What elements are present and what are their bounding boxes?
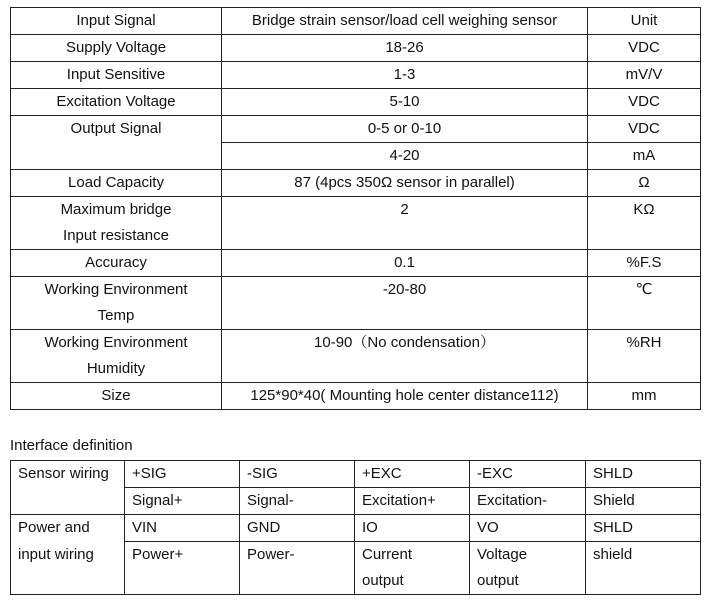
row-size [11, 383, 701, 410]
value-load-capacity: 87 (4pcs 350Ω sensor in parallel) [222, 170, 588, 197]
sensor-wiring-row-1 [11, 461, 701, 488]
value-work-temp: -20-80 [222, 277, 588, 330]
power-desc-current-output [355, 542, 470, 595]
label-max-bridge-line2: Input resistance [63, 227, 169, 244]
power-pin-io: IO [355, 515, 470, 542]
header-sensor-type: Bridge strain sensor/load cell weighing sensor [222, 8, 588, 35]
label-work-humidity [11, 330, 222, 383]
label-power-wiring-line2: input wiring [11, 542, 125, 595]
unit-size: mm [588, 383, 701, 410]
label-output-signal: Output Signal [11, 116, 222, 143]
power-wiring-row-1 [11, 515, 701, 542]
power-desc-shield-l1: shield [593, 546, 633, 563]
power-desc-voltage-l1: Voltage [477, 546, 528, 563]
unit-max-bridge: KΩ [588, 197, 701, 250]
unit-excitation-voltage: VDC [588, 89, 701, 116]
power-desc-power-minus-l1: Power- [247, 546, 295, 563]
value-excitation-voltage: 5-10 [222, 89, 588, 116]
spec-table [10, 7, 701, 410]
power-desc-current-l2: output [362, 572, 404, 589]
label-work-temp-line1: Working Environment [44, 281, 188, 298]
power-pin-vin: VIN [125, 515, 240, 542]
label-excitation-voltage: Excitation Voltage [11, 89, 222, 116]
unit-output-signal-current: mA [588, 143, 701, 170]
value-output-signal-current: 4-20 [222, 143, 588, 170]
sensor-pin-exc-plus: +EXC [355, 461, 470, 488]
sensor-pin-exc-minus: -EXC [470, 461, 586, 488]
row-input-sensitive [11, 62, 701, 89]
unit-input-sensitive: mV/V [588, 62, 701, 89]
power-pin-shld: SHLD [586, 515, 701, 542]
label-work-humidity-line1: Working Environment [44, 334, 188, 351]
label-size: Size [11, 383, 222, 410]
sensor-pin-shld: SHLD [586, 461, 701, 488]
label-output-signal-cont [11, 143, 222, 170]
power-desc-voltage-l2: output [477, 572, 519, 589]
value-output-signal-voltage: 0-5 or 0-10 [222, 116, 588, 143]
value-size: 125*90*40( Mounting hole center distance112) [222, 383, 588, 410]
sensor-pin-sig-minus: -SIG [240, 461, 355, 488]
power-desc-power-minus [240, 542, 355, 595]
label-sensor-wiring-cont [11, 488, 125, 515]
interface-table [10, 460, 701, 595]
row-supply-voltage [11, 35, 701, 62]
row-output-signal-1 [11, 116, 701, 143]
power-desc-current-l1: Current [362, 546, 413, 563]
row-max-bridge [11, 197, 701, 250]
row-work-temp [11, 277, 701, 330]
unit-supply-voltage: VDC [588, 35, 701, 62]
row-load-capacity [11, 170, 701, 197]
label-load-capacity: Load Capacity [11, 170, 222, 197]
value-input-sensitive: 1-3 [222, 62, 588, 89]
header-input-signal: Input Signal [11, 8, 222, 35]
label-power-wiring-line1: Power and [11, 515, 125, 542]
power-pin-vo: VO [470, 515, 586, 542]
sensor-pin-sig-plus: +SIG [125, 461, 240, 488]
spec-header-row [11, 8, 701, 35]
label-work-temp [11, 277, 222, 330]
row-accuracy [11, 250, 701, 277]
header-unit: Unit [588, 8, 701, 35]
sensor-desc-signal-minus: Signal- [240, 488, 355, 515]
sensor-desc-excitation-plus: Excitation+ [355, 488, 470, 515]
interface-definition-title: Interface definition [10, 437, 133, 454]
sensor-desc-excitation-minus: Excitation- [470, 488, 586, 515]
row-excitation-voltage [11, 89, 701, 116]
power-wiring-row-2 [11, 542, 701, 595]
power-pin-gnd: GND [240, 515, 355, 542]
unit-work-temp: ℃ [588, 277, 701, 330]
unit-output-signal-voltage: VDC [588, 116, 701, 143]
value-accuracy: 0.1 [222, 250, 588, 277]
value-supply-voltage: 18-26 [222, 35, 588, 62]
unit-accuracy: %F.S [588, 250, 701, 277]
sensor-wiring-row-2 [11, 488, 701, 515]
row-work-humidity [11, 330, 701, 383]
power-desc-power-plus-l1: Power+ [132, 546, 184, 563]
label-accuracy: Accuracy [11, 250, 222, 277]
label-work-temp-line2: Temp [97, 307, 135, 324]
label-supply-voltage: Supply Voltage [11, 35, 222, 62]
label-work-humidity-line2: Humidity [86, 360, 146, 377]
sensor-desc-shield: Shield [586, 488, 701, 515]
unit-load-capacity: Ω [588, 170, 701, 197]
label-sensor-wiring: Sensor wiring [11, 461, 125, 488]
power-desc-power-plus [125, 542, 240, 595]
label-max-bridge-line1: Maximum bridge [60, 201, 172, 218]
power-desc-shield [586, 542, 701, 595]
label-input-sensitive: Input Sensitive [11, 62, 222, 89]
value-work-humidity: 10-90（No condensation） [222, 330, 588, 383]
sensor-desc-signal-plus: Signal+ [125, 488, 240, 515]
power-desc-voltage-output [470, 542, 586, 595]
value-max-bridge: 2 [222, 197, 588, 250]
label-max-bridge [11, 197, 222, 250]
row-output-signal-2 [11, 143, 701, 170]
unit-work-humidity: %RH [588, 330, 701, 383]
